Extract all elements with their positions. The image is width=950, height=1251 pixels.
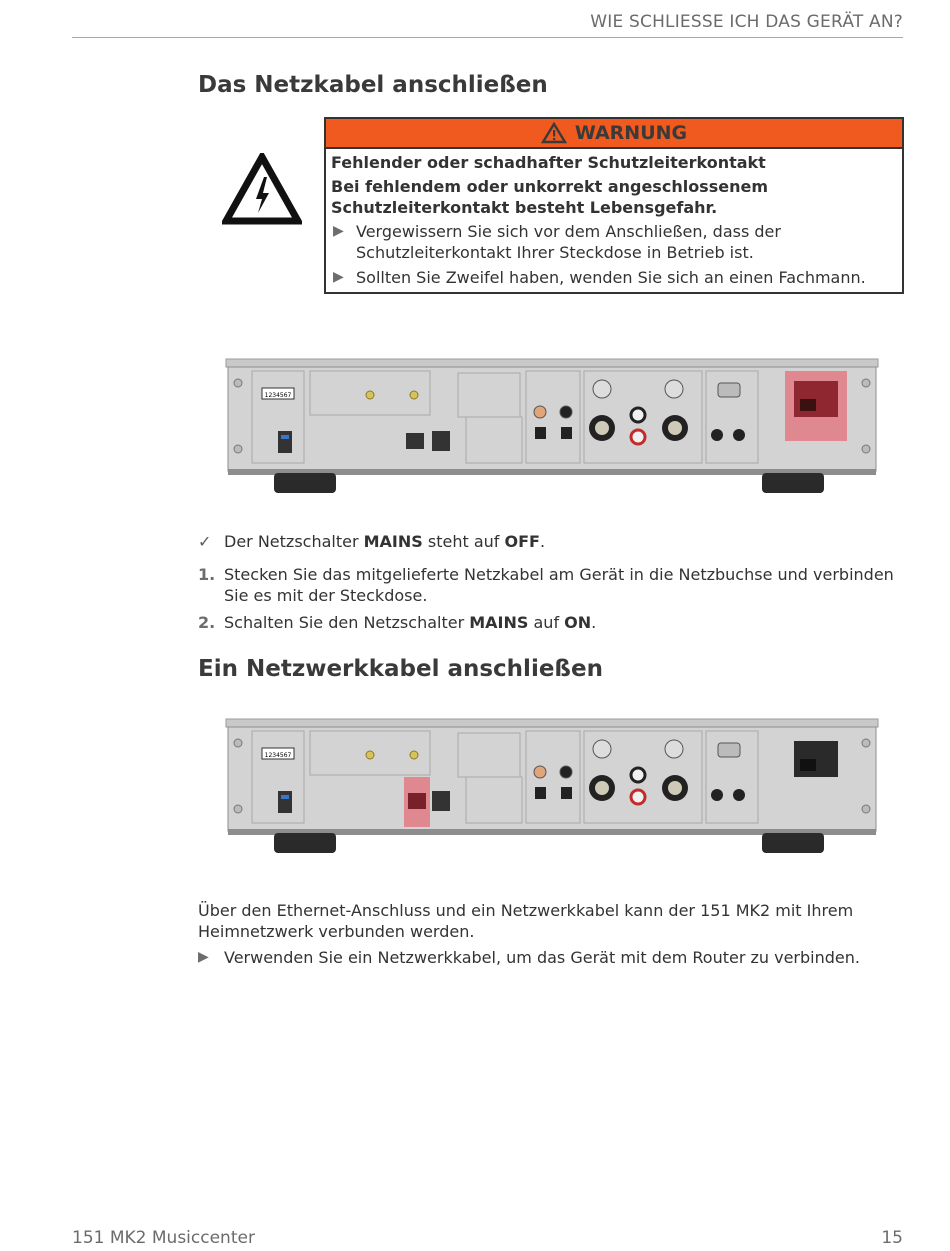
device-rear-image-ethernet bbox=[222, 715, 882, 857]
page-number: 15 bbox=[881, 1228, 903, 1248]
network-paragraph: Über den Ethernet-Anschluss und ein Netzwerkkabel kann der 151 MK2 mit Ihrem Heimnetzwerk verbunden werden. bbox=[198, 901, 854, 941]
serial-label: 1234567 bbox=[264, 392, 292, 399]
electric-hazard-icon bbox=[222, 153, 302, 225]
warning-triangle-icon bbox=[541, 122, 567, 144]
checkmark-icon: ✓ bbox=[198, 532, 212, 551]
header-divider bbox=[72, 37, 903, 38]
arrow-right-icon: ▶ bbox=[198, 949, 209, 965]
network-action: ▶ Verwenden Sie ein Netzwerkkabel, um das Gerät mit dem Router zu verbinden. bbox=[198, 948, 860, 967]
warning-box bbox=[324, 117, 904, 294]
warning-label: WARNUNG bbox=[574, 122, 688, 144]
footer-product-name: 151 MK2 Musiccenter bbox=[72, 1228, 255, 1248]
list-item: 2. Schalten Sie den Netzschalter MAINS auf ON. bbox=[198, 613, 597, 632]
warning-header bbox=[326, 119, 902, 149]
serial-label: 1234567 bbox=[264, 752, 292, 759]
arrow-right-icon: ▶ bbox=[333, 223, 344, 239]
arrow-right-icon: ▶ bbox=[333, 269, 344, 285]
precondition: ✓ Der Netzschalter MAINS steht auf OFF. bbox=[198, 532, 546, 551]
section-heading-network-cable: Ein Netzwerkkabel anschließen bbox=[198, 656, 603, 682]
warning-title: Fehlender oder schadhafter Schutzleiterkontakt bbox=[331, 153, 766, 172]
step-list bbox=[198, 564, 903, 633]
warning-subtitle: Bei fehlendem oder unkorrekt angeschlossenem Schutzleiterkontakt besteht Lebensgefahr. bbox=[331, 177, 768, 217]
warning-item: ▶ Vergewissern Sie sich vor dem Anschließen, dass der Schutzleiterkontakt Ihrer Steckdose in Betrieb ist. bbox=[333, 222, 781, 262]
section-heading-power-cable: Das Netzkabel anschließen bbox=[198, 72, 548, 98]
list-item: 1. Stecken Sie das mitgelieferte Netzkabel am Gerät in die Netzbuchse und verbinden Sie es mit der Steckdose. bbox=[198, 565, 894, 605]
chapter-title: WIE SCHLIESSE ICH DAS GERÄT AN? bbox=[590, 12, 903, 32]
warning-item: ▶ Sollten Sie Zweifel haben, wenden Sie sich an einen Fachmann. bbox=[333, 268, 866, 287]
device-rear-image-mains bbox=[222, 355, 882, 497]
